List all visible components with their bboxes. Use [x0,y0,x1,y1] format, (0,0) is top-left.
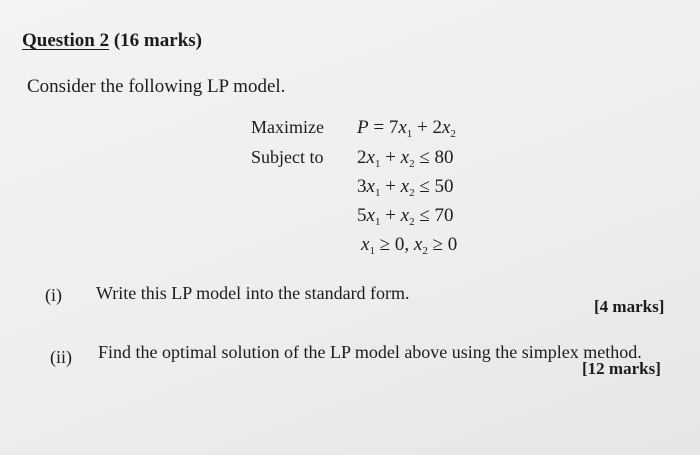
intro-text: Consider the following LP model. [27,76,286,97]
question-marks: (16 marks) [113,30,202,51]
part-ii-label: (ii) [50,347,72,367]
constraint-3: $5x_1 + x_2 \le 70$ [357,205,454,228]
part-i-marks: [4 marks] [594,297,665,316]
part-i-label: (i) [45,285,62,305]
part-i-text: Write this LP model into the standard form. [96,283,410,303]
maximize-label: Maximize [251,117,324,137]
question-heading [22,30,202,52]
question-number: Question 2 [22,30,110,51]
objective-function: $P = 7x_1 + 2x_2$ [357,117,456,140]
constraint-1: $2x_1 + x_2 \le 80$ [357,147,454,170]
part-ii-marks: [12 marks] [582,359,661,378]
subject-to-label: Subject to [251,147,324,167]
part-ii-text: Find the optimal solution of the LP model above using the simplex method. [98,342,642,362]
constraint-2: $3x_1 + x_2 \le 50$ [357,176,454,199]
nonnegativity-constraint: $x_1 \ge 0$, $x_2 \ge 0$ [361,234,458,257]
